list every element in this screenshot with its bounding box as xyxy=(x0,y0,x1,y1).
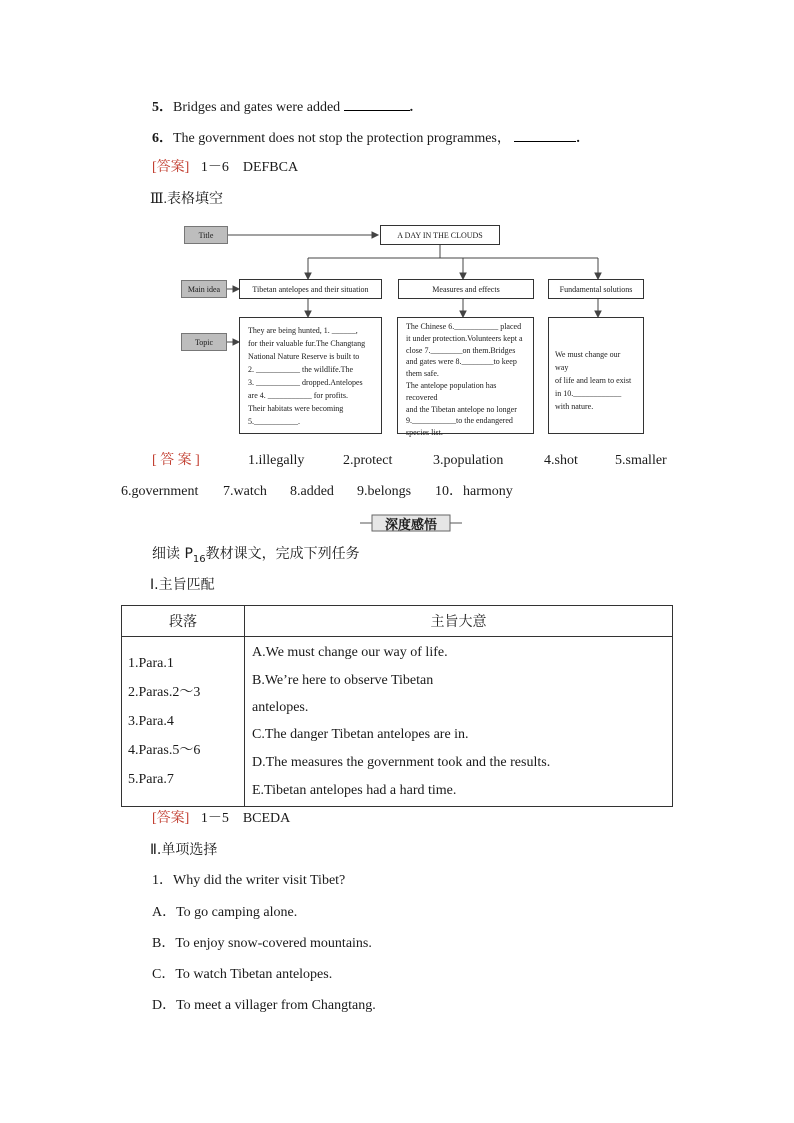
topic-line: 5.___________. xyxy=(248,417,300,426)
answer-item: 7.watch xyxy=(223,484,267,499)
topic-line: close 7.________on them.Bridges xyxy=(406,345,516,355)
mcq-option-d[interactable]: D．To meet a villager from Changtang. xyxy=(152,998,376,1013)
header-gist: 主旨大意 xyxy=(245,606,673,637)
answer-item: 2.protect xyxy=(343,453,393,468)
answer-item: 4.shot xyxy=(544,453,578,468)
topic-line: in 10.____________ xyxy=(555,389,622,398)
col2-topic-box xyxy=(397,317,534,438)
col1-topic-box xyxy=(239,317,382,434)
topic-line: The Chinese 6.___________ placed xyxy=(406,322,522,331)
paragraph-item: 1.Para.1 xyxy=(128,656,174,671)
gist-item: E.Tibetan antelopes had a hard time. xyxy=(252,783,457,798)
paragraph-item: 5.Para.7 xyxy=(128,772,174,787)
instruction xyxy=(152,545,360,569)
answer-item: 9.belongs xyxy=(357,484,412,499)
answer-item: 5.smaller xyxy=(615,453,667,468)
col3-topic-box xyxy=(548,317,644,434)
answer-label: [ 答 案 ] xyxy=(152,453,200,468)
section-heading-3: Ⅲ.表格填空 xyxy=(150,192,224,207)
answer-item: 10．harmony xyxy=(435,484,513,499)
title-value: A DAY IN THE CLOUDS xyxy=(380,225,500,245)
gist-item: D.The measures the government took and the results. xyxy=(252,755,551,770)
col2-head: Measures and effects xyxy=(398,279,534,299)
page-subscript: 16 xyxy=(192,553,206,565)
topic-label: Topic xyxy=(181,333,227,351)
answer-item: 8.added xyxy=(290,484,334,499)
answer-line-2b xyxy=(121,483,513,501)
paragraph-item: 4.Paras.5～6 xyxy=(128,743,201,758)
instruction-text: 细读 P xyxy=(152,546,193,562)
question-text: Bridges and gates were added xyxy=(173,100,341,115)
gist-table xyxy=(121,605,673,807)
topic-line: 9.___________to the endangered xyxy=(406,416,513,426)
gist-item: B.We’re here to observe Tibetan xyxy=(252,673,434,688)
answer-item: 6.government xyxy=(121,484,199,499)
topic-line: 3. ___________ dropped.Antelopes xyxy=(248,378,363,387)
answer-line-2 xyxy=(152,452,667,470)
answer-item: 3.population xyxy=(433,453,504,468)
paragraph-cell xyxy=(122,637,245,807)
mcq-option-c[interactable]: C．To watch Tibetan antelopes. xyxy=(152,967,333,982)
paragraph-item: 2.Paras.2～3 xyxy=(128,685,201,700)
topic-line: They are being hunted, 1. ______, xyxy=(248,326,358,335)
topic-line: species list. xyxy=(406,428,443,438)
topic-line: 2. ___________ the wildlife.The xyxy=(248,365,354,374)
answer-line-3 xyxy=(152,810,290,828)
header-paragraph: 段落 xyxy=(122,606,245,637)
answer-text: 1－5 BCEDA xyxy=(200,811,291,826)
section-banner xyxy=(358,513,464,533)
topic-line: of life and learn to exist xyxy=(555,376,632,385)
paragraph-item: 3.Para.4 xyxy=(128,714,174,729)
question-number: 5． xyxy=(152,100,173,115)
gist-item: A.We must change our way of life. xyxy=(252,645,448,660)
section-heading-2: Ⅱ.单项选择 xyxy=(150,842,218,858)
answer-text: 1－6 DEFBCA xyxy=(200,160,299,175)
answer-label: [答案] xyxy=(152,160,190,175)
topic-line: for their valuable fur.The Changtang xyxy=(248,339,366,348)
title-label: Title xyxy=(184,226,228,244)
period: . xyxy=(409,100,414,115)
mcq-option-b[interactable]: B．To enjoy snow-covered mountains. xyxy=(152,936,372,951)
topic-line: Their habitats were becoming xyxy=(248,404,344,413)
topic-line: and the Tibetan antelope no longer xyxy=(406,404,517,414)
topic-line: them safe. xyxy=(406,369,439,379)
answer-item: 1.illegally xyxy=(248,453,305,468)
period: . xyxy=(576,131,580,146)
col1-head: Tibetan antelopes and their situation xyxy=(239,279,382,299)
topic-line: are 4. ___________ for profits. xyxy=(248,391,348,400)
mcq-question: 1．Why did the writer visit Tibet? xyxy=(152,873,346,888)
gist-item: antelopes. xyxy=(252,700,309,715)
section-heading-1: Ⅰ.主旨匹配 xyxy=(150,577,215,593)
topic-line: We must change our way xyxy=(555,350,621,372)
instruction-text: 教材课文，完成下列任务 xyxy=(205,546,360,562)
topic-line: with nature. xyxy=(555,402,594,411)
main-idea-label: Main idea xyxy=(181,280,227,298)
gist-item: C.The danger Tibetan antelopes are in. xyxy=(252,727,469,742)
topic-line: The antelope population has recovered xyxy=(406,380,497,402)
col3-head: Fundamental solutions xyxy=(548,279,644,299)
mcq-option-a[interactable]: A．To go camping alone. xyxy=(152,905,298,920)
topic-line: National Nature Reserve is built to xyxy=(248,352,360,361)
answer-label: [答案] xyxy=(152,811,190,826)
banner-text: 深度感悟 xyxy=(384,517,437,533)
question-number: 6． xyxy=(152,131,173,146)
topic-line: it under protection.Volunteers kept a xyxy=(406,333,523,343)
topic-line: and gates were 8.________to keep xyxy=(406,357,517,367)
question-text: The government does not stop the protection programmes， xyxy=(173,131,511,146)
gist-cell xyxy=(245,637,673,807)
